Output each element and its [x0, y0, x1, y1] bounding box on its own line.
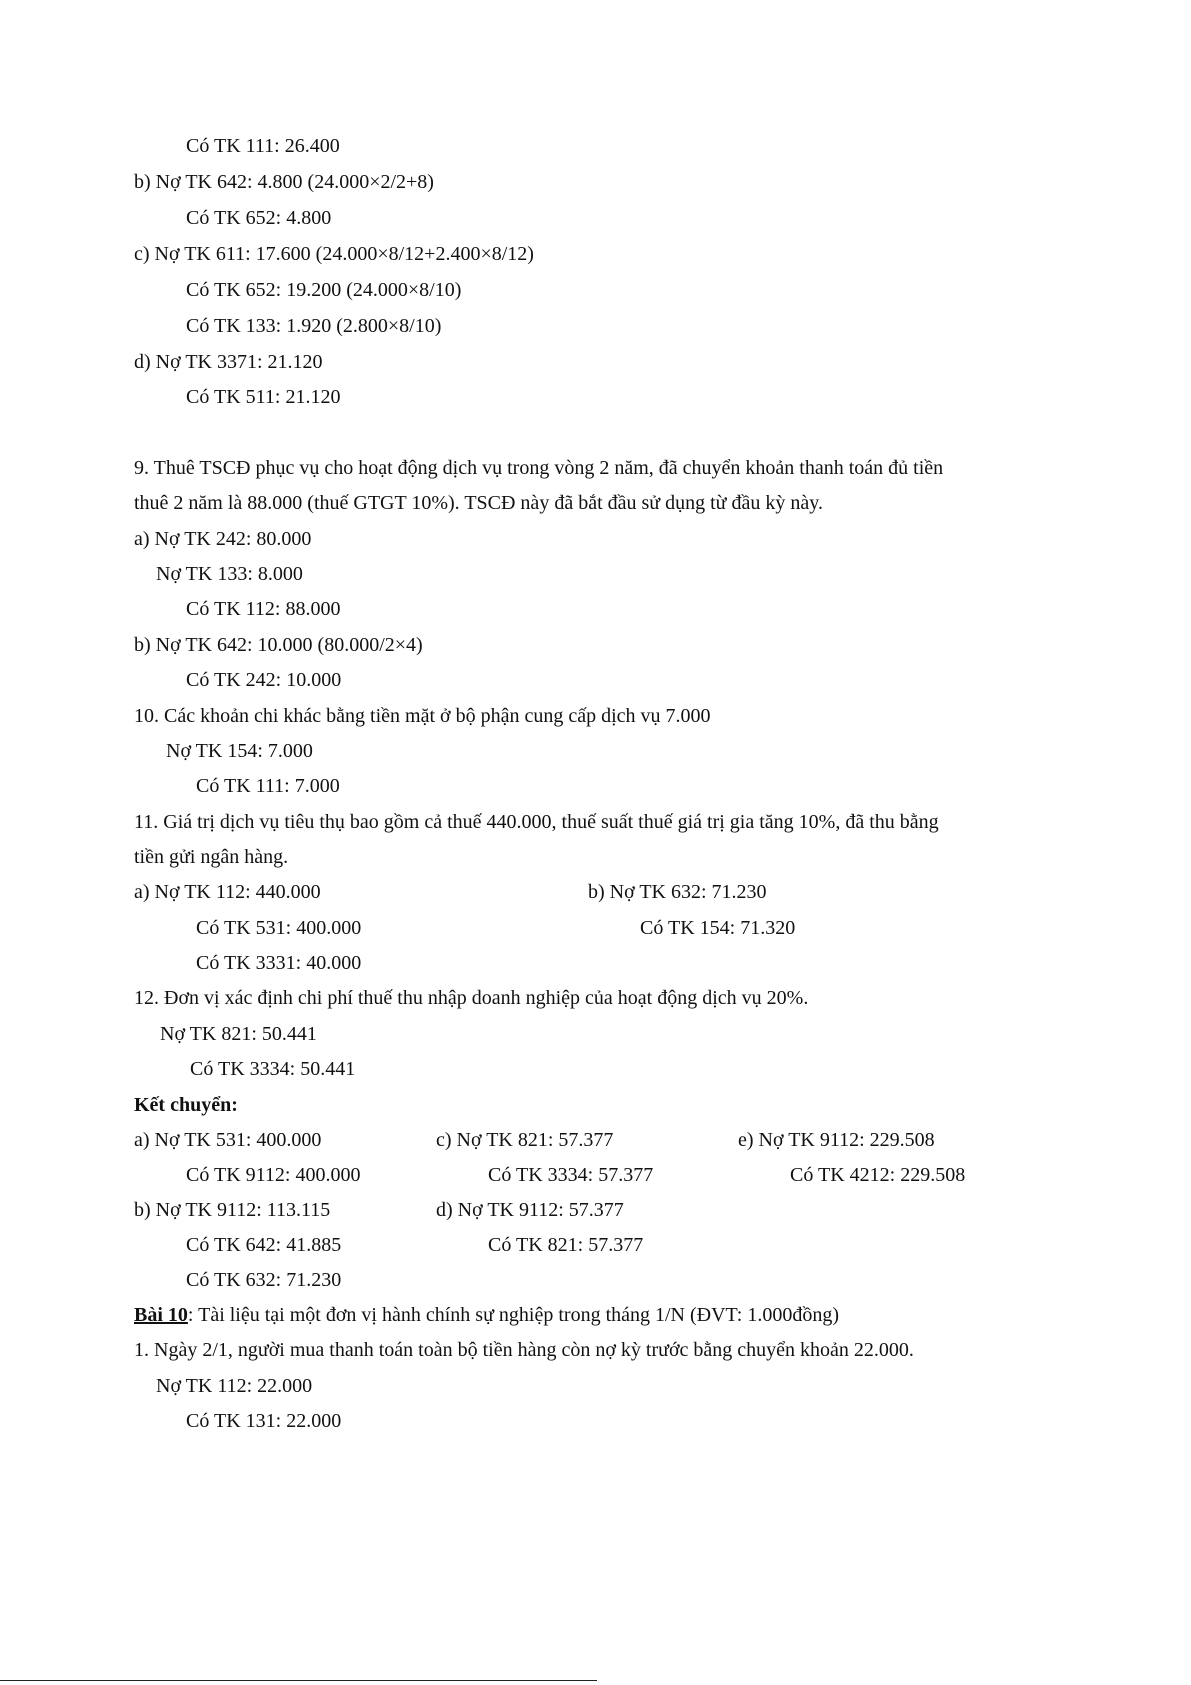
text-line: Có TK 111: 7.000 — [196, 775, 340, 797]
text-line: Có TK 3334: 57.377 — [488, 1164, 654, 1186]
text-line: 10. Các khoản chi khác bằng tiền mặt ở bộ phận cung cấp dịch vụ 7.000 — [134, 705, 711, 727]
text-line: b) Nợ TK 632: 71.230 — [588, 881, 767, 903]
text-line: Có TK 3334: 50.441 — [190, 1058, 356, 1080]
text-line: Có TK 642: 41.885 — [186, 1234, 342, 1256]
exercise-heading — [134, 1303, 839, 1327]
text-line: d) Nợ TK 3371: 21.120 — [134, 351, 323, 373]
text-line: Có TK 131: 22.000 — [186, 1410, 342, 1432]
footnote-divider — [0, 1680, 597, 1681]
text-line: Có TK 4212: 229.508 — [790, 1164, 966, 1186]
text-line: d) Nợ TK 9112: 57.377 — [436, 1199, 624, 1221]
text-line: Có TK 3331: 40.000 — [196, 952, 362, 974]
text-line: Có TK 112: 88.000 — [186, 598, 341, 620]
text-line: Có TK 652: 19.200 (24.000×8/10) — [186, 279, 462, 301]
text-line: 9. Thuê TSCĐ phục vụ cho hoạt động dịch vụ trong vòng 2 năm, đã chuyển khoản thanh toán đủ tiền — [134, 457, 944, 479]
text-line: 12. Đơn vị xác định chi phí thuế thu nhập doanh nghiệp của hoạt động dịch vụ 20%. — [134, 987, 809, 1009]
text-line: Có TK 511: 21.120 — [186, 386, 341, 408]
text-line: Có TK 531: 400.000 — [196, 917, 362, 939]
text-line: Có TK 133: 1.920 (2.800×8/10) — [186, 315, 442, 337]
text-line: b) Nợ TK 642: 4.800 (24.000×2/2+8) — [134, 171, 434, 193]
text-line: b) Nợ TK 9112: 113.115 — [134, 1199, 331, 1221]
text-line: Có TK 652: 4.800 — [186, 207, 332, 229]
text-line: a) Nợ TK 112: 440.000 — [134, 881, 321, 903]
text-line: Có TK 9112: 400.000 — [186, 1164, 361, 1186]
text-line: Có TK 111: 26.400 — [186, 135, 340, 157]
text-line: c) Nợ TK 821: 57.377 — [436, 1129, 614, 1151]
exercise-description: : Tài liệu tại một đơn vị hành chính sự nghiệp trong tháng 1/N (ĐVT: 1.000đồng) — [187, 1304, 839, 1326]
text-line: Nợ TK 821: 50.441 — [160, 1023, 317, 1045]
text-line: a) Nợ TK 242: 80.000 — [134, 528, 312, 550]
text-line: Có TK 242: 10.000 — [186, 669, 342, 691]
text-line: Nợ TK 112: 22.000 — [156, 1375, 313, 1397]
text-line: Có TK 632: 71.230 — [186, 1269, 342, 1291]
text-line: thuê 2 năm là 88.000 (thuế GTGT 10%). TSCĐ này đã bắt đầu sử dụng từ đầu kỳ này. — [134, 492, 823, 514]
text-line: c) Nợ TK 611: 17.600 (24.000×8/12+2.400×8/12) — [134, 243, 534, 265]
text-line: tiền gửi ngân hàng. — [134, 846, 289, 868]
text-line: 11. Giá trị dịch vụ tiêu thụ bao gồm cả thuế 440.000, thuế suất thuế giá trị gia tăng 10%, đã thu bằng — [134, 811, 939, 833]
text-line: Nợ TK 133: 8.000 — [156, 563, 303, 585]
text-line: Nợ TK 154: 7.000 — [166, 740, 313, 762]
text-line: a) Nợ TK 531: 400.000 — [134, 1129, 322, 1151]
section-heading: Kết chuyển: — [134, 1094, 238, 1116]
text-line: e) Nợ TK 9112: 229.508 — [738, 1129, 935, 1151]
text-line: Có TK 821: 57.377 — [488, 1234, 644, 1256]
exercise-number: Bài 10 — [134, 1304, 188, 1326]
text-line: 1. Ngày 2/1, người mua thanh toán toàn bộ tiền hàng còn nợ kỳ trước bằng chuyển khoản 22.000. — [134, 1339, 914, 1361]
text-line: b) Nợ TK 642: 10.000 (80.000/2×4) — [134, 634, 423, 656]
text-line: Có TK 154: 71.320 — [640, 917, 796, 939]
